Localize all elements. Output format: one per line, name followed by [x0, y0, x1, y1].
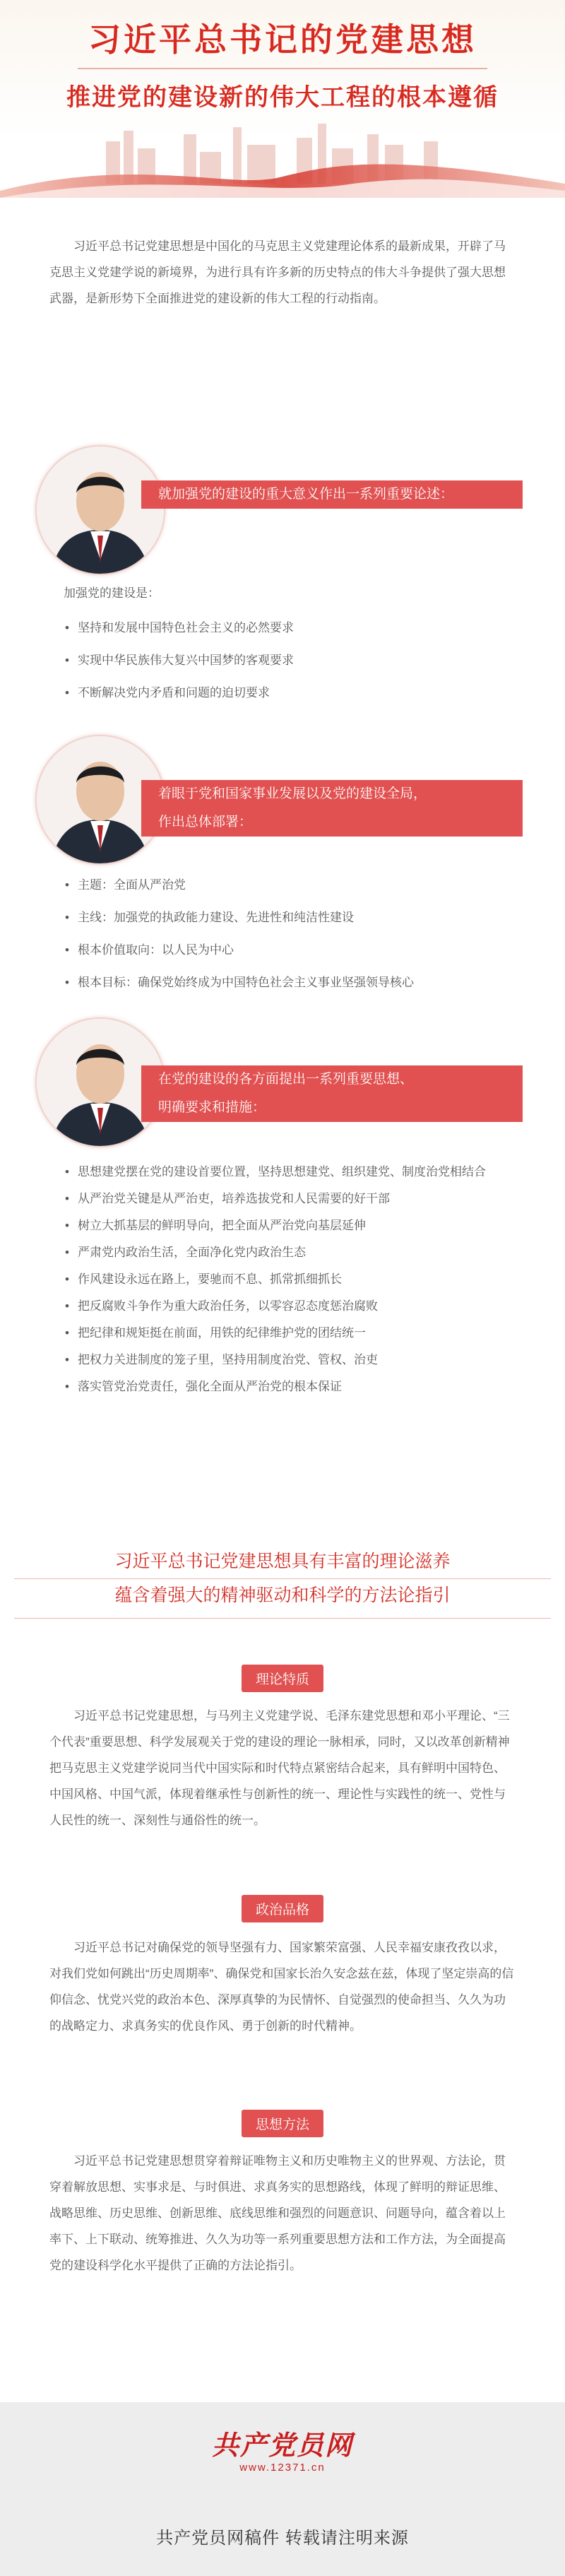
list-item: • 不断解决党内矛盾和问题的迫切要求: [65, 677, 294, 709]
tag-politics: 政治品格: [242, 1895, 323, 1922]
bullet-list: [65, 1159, 510, 1400]
banner-line: 明确要求和措施：: [158, 1100, 266, 1115]
list-item: • 落实管党治党责任，强化全面从严治党的根本保证: [65, 1373, 510, 1400]
title-divider: [78, 68, 487, 69]
tag-theory: 理论特质: [242, 1665, 323, 1692]
bullet-list: [65, 612, 294, 709]
divider: [14, 1618, 551, 1619]
list-item: • 树立大抓基层的鲜明导向，把全面从严治党向基层延伸: [65, 1212, 510, 1239]
quote-block-1: [35, 445, 530, 714]
list-item: • 把反腐败斗争作为重大政治任务，以零容忍态度惩治腐败: [65, 1293, 510, 1320]
section-heading-line-1: 习近平总书记党建思想具有丰富的理论滋养: [114, 1552, 451, 1571]
quote-banner: [141, 780, 523, 837]
page-subtitle: 推进党的建设新的伟大工程的根本遵循: [66, 83, 499, 112]
lead-text: 加强党的建设是：: [64, 586, 160, 600]
paragraph-method: 习近平总书记党建思想贯穿着辩证唯物主义和历史唯物主义的世界观、方法论，贯穿着解放思想、实事求是、与时俱进、求真务实的思想路线，体现了鲜明的辩证思维、战略思维、历史思维、创新思维、底线思维和强烈的问题意识、问题导向，蕴含着以上率下、上下联动、统筹推进、久久为功等一系列重要思想方法和工作方法，为全面提高党的建设科学化水平提供了正确的方法论指引。: [49, 2154, 506, 2272]
footer: [0, 2402, 565, 2576]
list-item: • 根本价值取向：以人民为中心: [65, 934, 414, 967]
bullet-list: [65, 869, 414, 999]
list-item: • 根本目标：确保党始终成为中国特色社会主义事业坚强领导核心: [65, 967, 414, 999]
list-item: • 从严治党关键是从严治吏，培养选拔党和人民需要的好干部: [65, 1186, 510, 1212]
banner-line: 在党的建设的各方面提出一系列重要思想、: [158, 1072, 414, 1087]
site-logo[interactable]: 共产党员网: [211, 2429, 353, 2461]
header-banner: [0, 0, 565, 198]
site-url[interactable]: www.12371.cn: [239, 2462, 326, 2474]
portrait-illustration: [37, 447, 164, 574]
banner-line: 作出总体部署：: [158, 815, 253, 829]
list-item: • 把权力关进制度的笼子里，坚持用制度治党、管权、治吏: [65, 1347, 510, 1373]
paragraph-politics: 习近平总书记对确保党的领导坚强有力、国家繁荣富强、人民幸福安康孜孜以求，对我们党如何跳出“历史周期率”、确保党和国家长治久安念兹在兹，体现了坚定崇高的信仰信念、忧党兴党的政治本色、深厚真挚的为民情怀、自觉强烈的使命担当、久久为功的战略定力、求真务实的优良作风、勇于创新的时代精神。: [49, 1941, 514, 2033]
paragraph-theory: 习近平总书记党建思想，与马列主义党建学说、毛泽东建党思想和邓小平理论、“三个代表”重要思想、科学发展观关于党的建设的理论一脉相承，同时，又以改革创新精神把马克思主义党建学说同当代中国实际和时代特点紧密结合起来，具有鲜明中国特色、中国风格、中国气派，体现着继承性与创新性的统一、理论性与实践性的统一、党性与人民性的统一、深刻性与通俗性的统一。: [49, 1709, 510, 1827]
section-heading: [0, 1547, 565, 1639]
quote-banner: [141, 1065, 523, 1122]
copyright-note: 共产党员网稿件 转载请注明来源: [156, 2529, 409, 2548]
portrait-image: [35, 445, 165, 575]
banner-line: 就加强党的建设的重大意义作出一系列重要论述：: [158, 487, 454, 502]
page-title: 习近平总书记的党建思想: [88, 20, 477, 59]
quote-block-2: [35, 735, 530, 1003]
list-item: • 作风建设永远在路上，要驰而不息、抓常抓细抓长: [65, 1266, 510, 1293]
skyline-illustration: [0, 113, 565, 198]
list-item: • 严肃党内政治生活，全面净化党内政治生态: [65, 1239, 510, 1266]
quote-banner: [141, 480, 523, 509]
divider: [14, 1578, 551, 1579]
tag-method: 思想方法: [242, 2110, 323, 2137]
quote-block-3: [35, 1017, 530, 1512]
list-item: • 思想建党摆在党的建设首要位置，坚持思想建党、组织建党、制度治党相结合: [65, 1159, 510, 1186]
list-item: • 把纪律和规矩挺在前面，用铁的纪律维护党的团结统一: [65, 1320, 510, 1347]
intro-paragraph: 习近平总书记党建思想是中国化的马克思主义党建理论体系的最新成果，开辟了马克思主义党建学说的新境界，为进行具有许多新的历史特点的伟大斗争提供了强大思想武器，是新形势下全面推进党的建设新的伟大工程的行动指南。: [49, 240, 506, 305]
list-item: • 实现中华民族伟大复兴中国梦的客观要求: [65, 644, 294, 677]
section-heading-line-2: 蕴含着强大的精神驱动和科学的方法论指引: [114, 1585, 451, 1605]
list-item: • 主题：全面从严治党: [65, 869, 414, 902]
list-item: • 坚持和发展中国特色社会主义的必然要求: [65, 612, 294, 644]
list-item: • 主线：加强党的执政能力建设、先进性和纯洁性建设: [65, 902, 414, 934]
banner-line: 着眼于党和国家事业发展以及党的建设全局，: [158, 786, 427, 801]
